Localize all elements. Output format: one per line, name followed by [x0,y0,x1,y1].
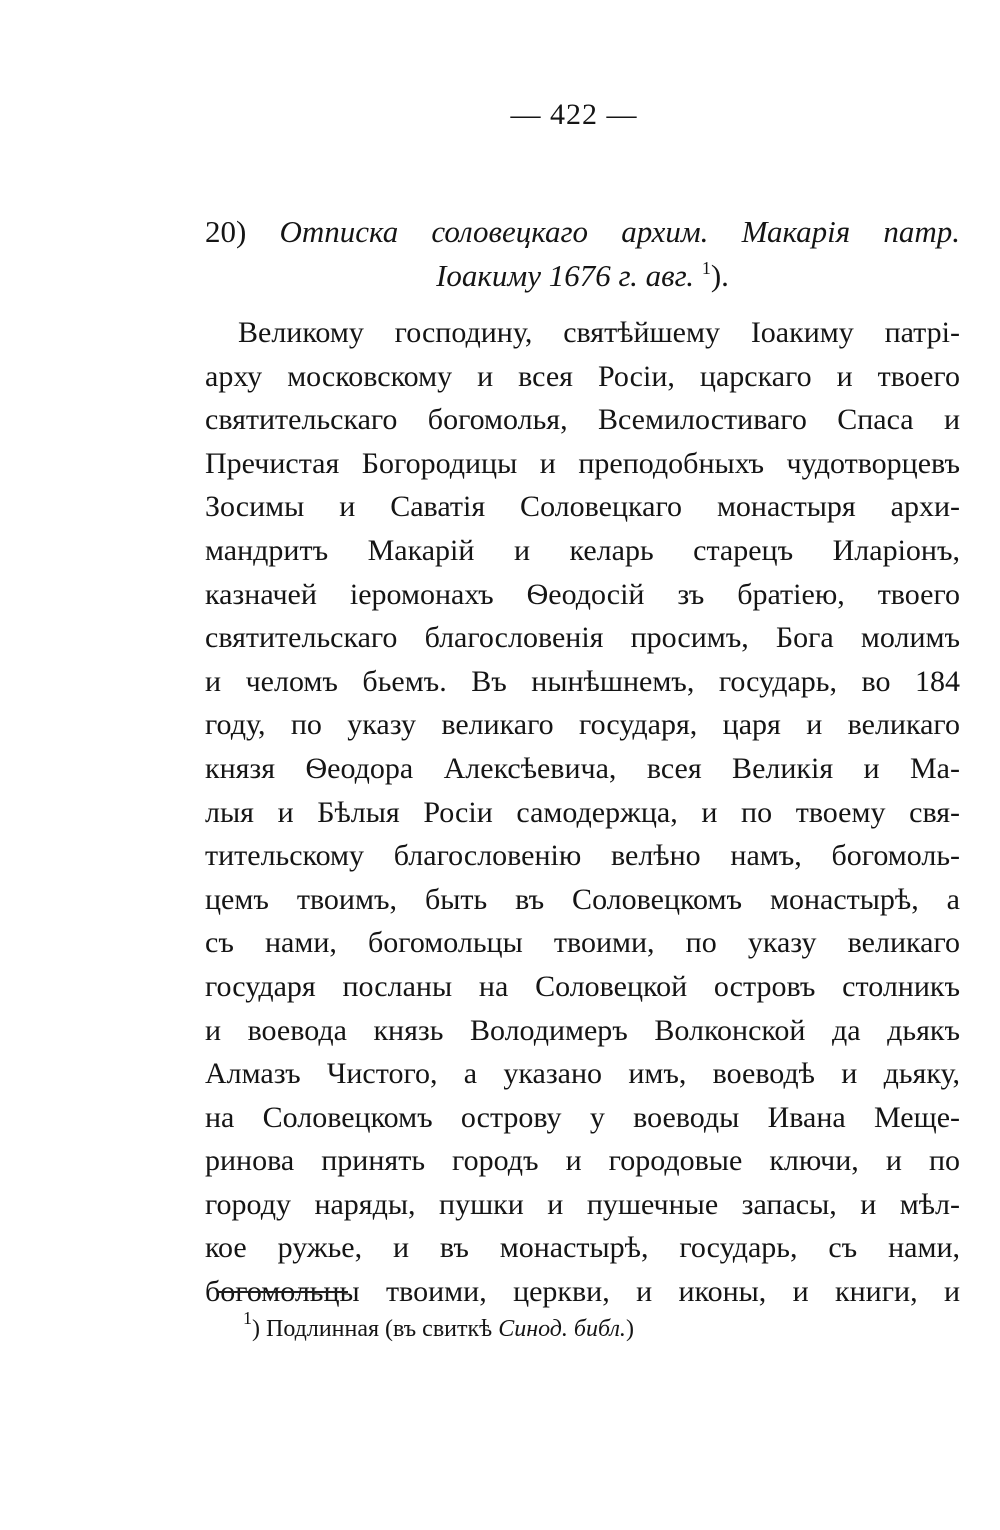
text-line: ринова принять городъ и городовые ключи, и по [205,1144,960,1178]
heading-word: архим. [621,214,709,249]
footnote-source: Синод. библ. [498,1316,626,1342]
text-line: и челомъ бьемъ. Въ нынѣшнемъ, государь, во 184 [205,664,960,698]
body-text [205,311,960,1314]
page-number: — 422 — [510,98,638,131]
text-line: богомольцы твоими, церкви, и иконы, и книги, и [205,1275,960,1309]
text-line: князя Ѳеодора Алексѣевича, всея Великія и Ма- [205,751,960,785]
text-line: на Соловецкомъ острову у воеводы Ивана Меще- [205,1100,960,1134]
text-line: кое ружье, и въ монастырѣ, государь, съ нами, [205,1231,960,1265]
text-line: мандритъ Макарій и келарь старецъ Иларіонъ, [205,533,960,567]
heading-word: соловецкаго [431,214,589,249]
text-line: году, по указу великаго государя, царя и великаго [205,708,960,742]
text-line: и воевода князь Володимеръ Волконской да дьякъ [205,1013,960,1047]
heading-word: Отписка [279,214,399,249]
text-line: городу наряды, пушки и пушечные запасы, и мѣл- [205,1187,960,1221]
text-line: тительскому благословенію велѣно намъ, богомоль- [205,839,960,873]
footnote-mark: 1 [243,1308,252,1328]
heading-date: Іоакиму 1676 г. авг. [436,258,695,293]
footnote-close: ) [625,1316,634,1342]
text-line: государя посланы на Соловецкой островъ столникъ [205,969,960,1003]
text-line: лыя и Бѣлыя Росіи самодержца, и по твоему свя- [205,795,960,829]
text-line: Пречистая Богородицы и преподобныхъ чудотворцевъ [205,446,960,480]
heading-word: Макарія [741,214,851,249]
footnote-reference: 1 [701,258,711,278]
text-line: святительскаго благословенія просимъ, Бога молимъ [205,621,960,655]
text-line: казначей іеромонахъ Ѳеодосій зъ братіею, твоего [205,577,960,611]
footnote [243,1308,634,1346]
heading-word: патр. [883,214,960,249]
text-line: Великому господину, святѣйшему Іоакиму патрі- [238,316,960,349]
text-line: Зосимы и Саватія Соловецкаго монастыря архи- [205,490,960,524]
heading-suffix: ). [710,258,729,293]
text-line: святительскаго богомолья, Всемилостиваго Спаса и [205,403,960,437]
document-number: 20) [205,214,247,249]
text-line: арху московскому и всея Росіи, царскаго и твоего [205,359,960,393]
heading-line-1 [205,210,960,254]
footnote-text: ) Подлинная (въ свиткѣ [252,1316,493,1342]
footnote-divider [218,1291,348,1293]
text-line: цемъ твоимъ, быть въ Соловецкомъ монастырѣ, а [205,882,960,916]
text-line: съ нами, богомольцы твоими, по указу великаго [205,926,960,960]
document-heading [205,210,960,298]
heading-line-2 [205,254,960,298]
text-line: Алмазъ Чистого, а указано имъ, воеводѣ и дьяку, [205,1057,960,1091]
